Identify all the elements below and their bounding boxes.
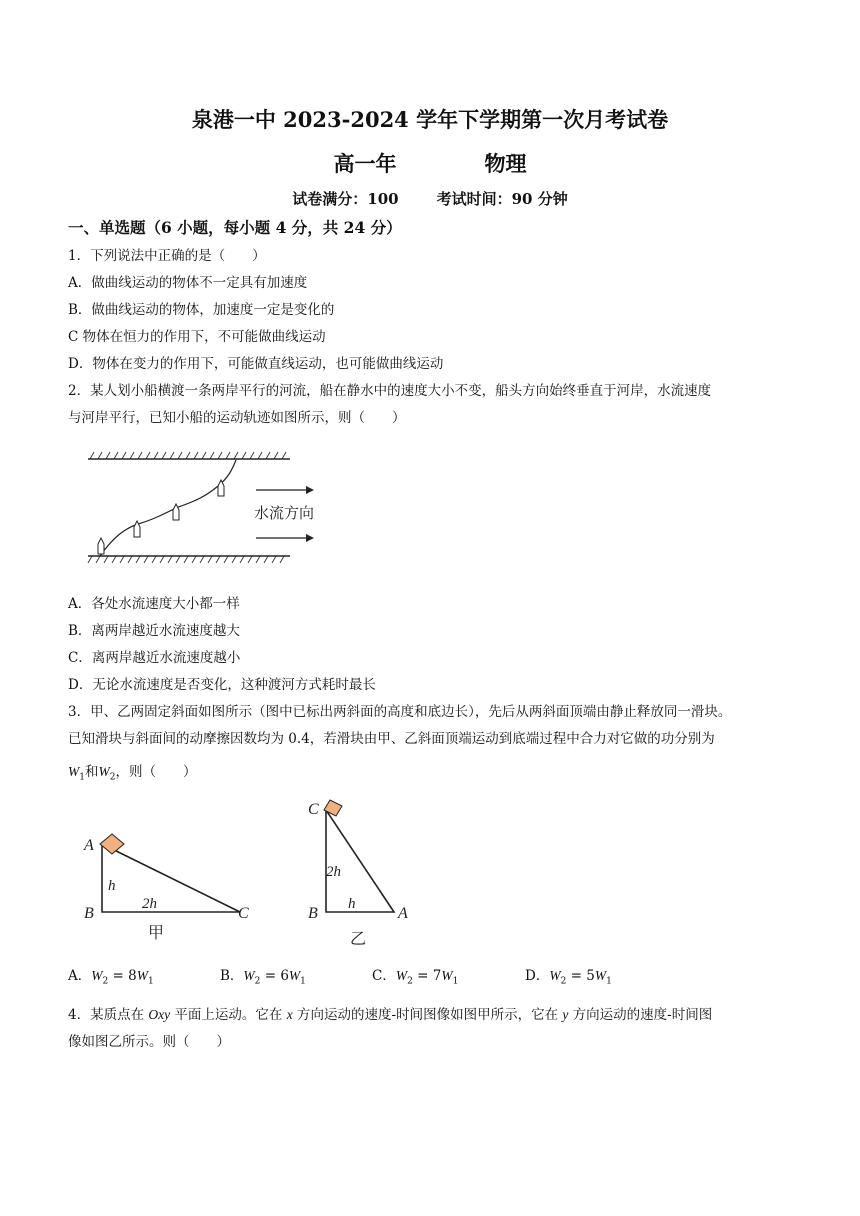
incline-yi-triangle: [326, 810, 394, 912]
q4-stem-line2: 像如图乙所示。则（ ）: [68, 1034, 230, 1050]
label-height: h: [108, 878, 116, 894]
q3-option-a: A．$W_2 = 8W_1$: [68, 968, 154, 987]
boat-icon: [98, 538, 104, 554]
q2-option-b: B．离两岸越近水流速度越大: [68, 623, 240, 639]
incline-yi-figure: [300, 794, 430, 950]
subject-label: 物理: [484, 151, 527, 176]
q2-option-d: D．无论水流速度是否变化，这种渡河方式耗时最长: [68, 677, 376, 693]
q2-stem-line1: 2．某人划小船横渡一条两岸平行的河流，船在静水中的速度大小不变，船头方向始终垂直于河岸，水流速度: [68, 383, 712, 399]
label-a: A: [398, 905, 408, 922]
exam-subtitle: [0, 148, 860, 178]
boat-icon: [218, 480, 224, 496]
full-score: 试卷满分：100: [292, 190, 399, 208]
slider-block-icon: [100, 834, 124, 854]
top-bank-hatch: [90, 452, 286, 459]
q3-stem-line2: 已知滑块与斜面间的动摩擦因数均为 0.4，若滑块由甲、乙斜面顶端运动到底端过程中合力对它做的功分别为: [68, 731, 715, 747]
incline-jia-triangle: [102, 844, 240, 912]
caption-yi: 乙: [350, 931, 367, 948]
q1-option-b: B．做曲线运动的物体，加速度一定是变化的: [68, 302, 335, 318]
q3-option-c: C．$W_2 = 7W_1$: [372, 968, 459, 987]
q1-option-c: C 物体在恒力的作用下，不可能做曲线运动: [68, 329, 326, 345]
q3-option-d: D．$W_2 = 5W_1$: [525, 968, 612, 987]
boat-icons: [98, 480, 224, 554]
q2-option-c: C．离两岸越近水流速度越小: [68, 650, 241, 666]
label-c: C: [238, 905, 249, 922]
q1-stem: 1．下列说法中正确的是（ ）: [68, 248, 266, 264]
river-crossing-figure: [80, 446, 340, 570]
section-heading: 一、单选题（6 小题，每小题 4 分，共 24 分）: [68, 218, 402, 237]
q2-stem-line2: 与河岸平行，已知小船的运动轨迹如图所示，则（ ）: [68, 410, 406, 426]
label-base: h: [348, 896, 356, 912]
q1-option-a: A．做曲线运动的物体不一定具有加速度: [68, 275, 308, 291]
bottom-bank-hatch: [88, 556, 284, 563]
q3-stem-line1: 3．甲、乙两固定斜面如图所示（图中已标出两斜面的高度和底边长），先后从两斜面顶端由静止释放同一滑块。: [68, 704, 732, 720]
exam-title: 泉港一中 2023-2024 学年下学期第一次月考试卷: [191, 107, 669, 132]
caption-jia: 甲: [148, 925, 165, 942]
arrowhead-icon: [306, 534, 314, 542]
label-c: C: [308, 801, 319, 818]
exam-time: 考试时间：90 分钟: [436, 190, 568, 208]
incline-jia-figure: [78, 828, 268, 948]
q4-stem-line1: 4．某质点在 Oxy 平面上运动。它在 x 方向运动的速度-时间图像如图甲所示，它在 y 方向运动的速度-时间图: [68, 1007, 713, 1023]
label-height: 2h: [326, 864, 341, 880]
boat-trajectory: [100, 460, 236, 556]
label-a: A: [84, 837, 94, 854]
flow-direction-label: 水流方向: [254, 506, 315, 522]
boat-icon: [173, 504, 179, 520]
label-base: 2h: [142, 896, 157, 912]
label-b: B: [84, 905, 94, 922]
exam-meta: [0, 188, 860, 209]
q1-option-d: D．物体在变力的作用下，可能做直线运动，也可能做曲线运动: [68, 356, 444, 372]
q2-option-a: A．各处水流速度大小都一样: [68, 596, 240, 612]
q3-stem-line3: $W_1$和$W_2$，则（ ）: [68, 764, 197, 783]
q3-option-b: B．$W_2 = 6W_1$: [220, 968, 306, 987]
grade-label: 高一年: [333, 151, 397, 176]
arrowhead-icon: [306, 486, 314, 494]
label-b: B: [308, 905, 318, 922]
